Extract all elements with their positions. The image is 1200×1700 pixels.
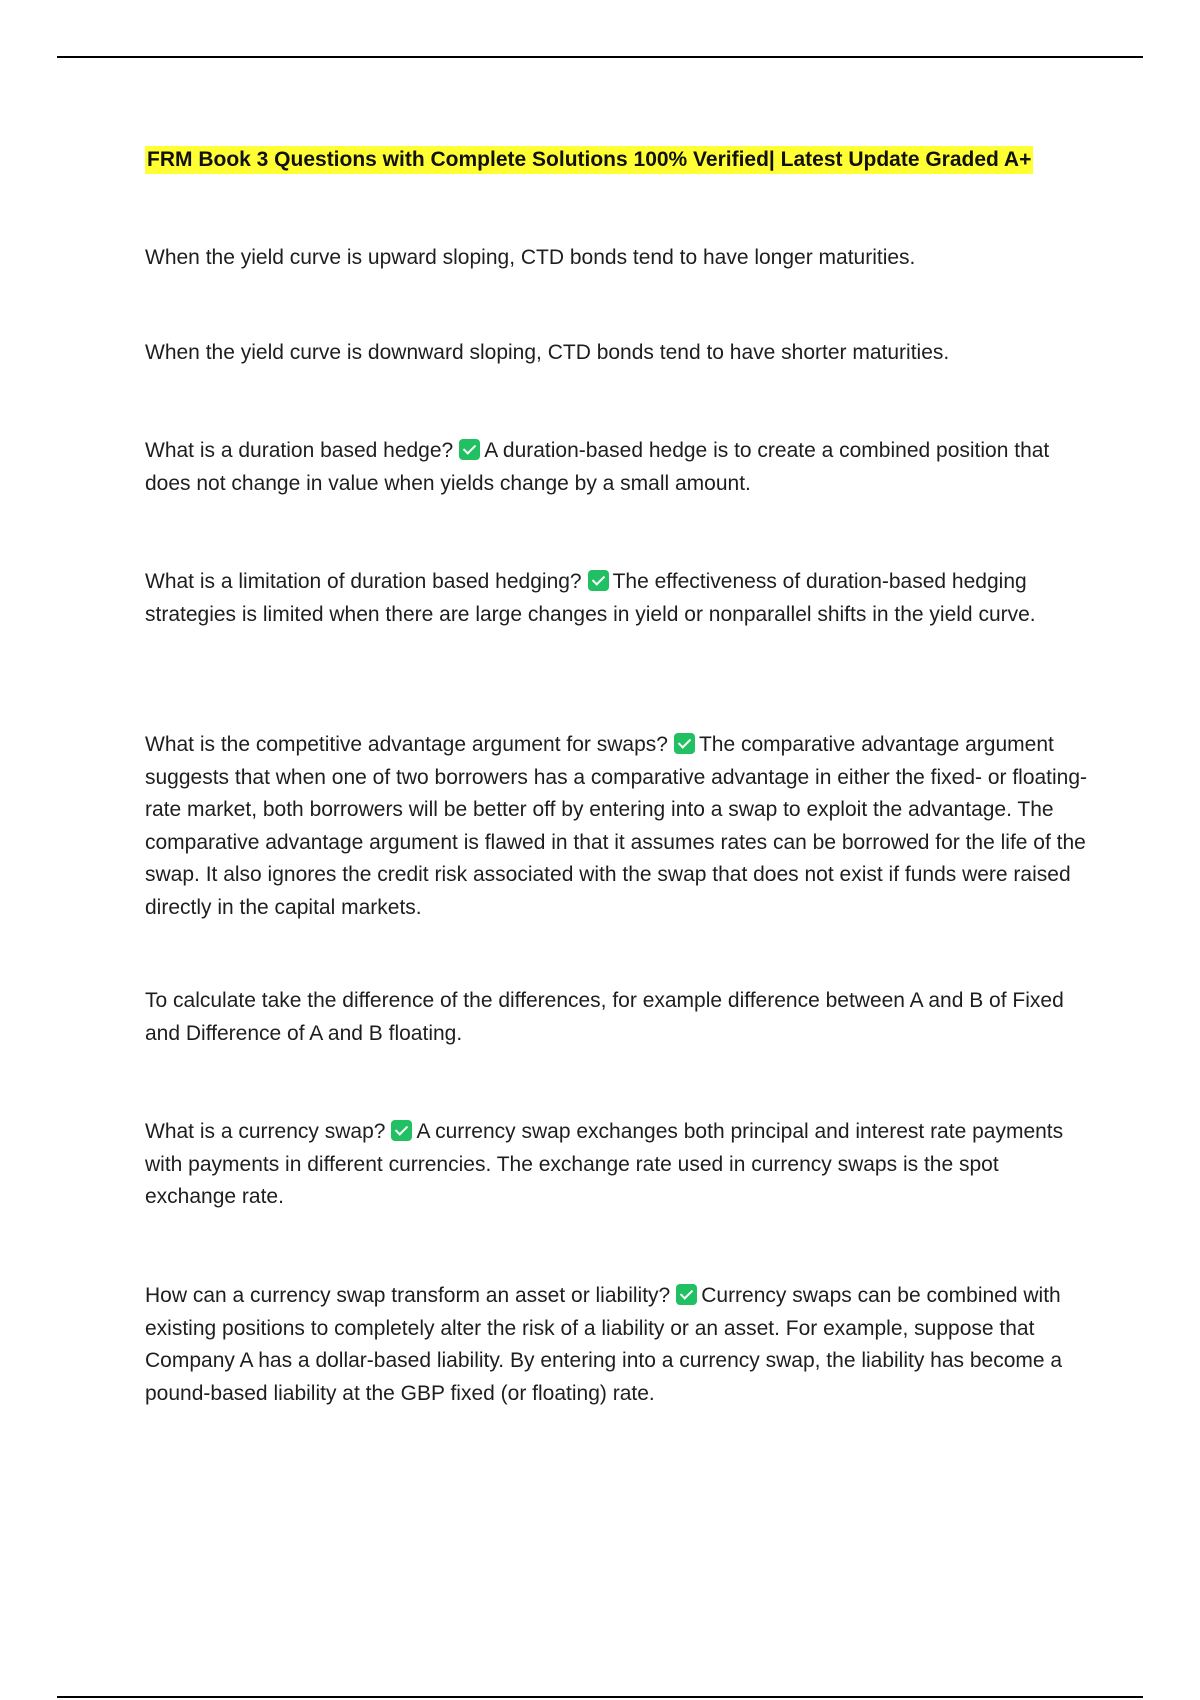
- qa-item: [145, 566, 1095, 631]
- question-text: When the yield curve is downward sloping, CTD bonds tend to have shorter maturities.: [145, 341, 950, 364]
- question-text: What is a duration based hedge?: [145, 439, 454, 462]
- qa-item: [145, 1280, 1095, 1410]
- check-mark-icon: [674, 733, 695, 754]
- answer-text: The effectiveness of duration-based hedging strategies is limited when there are large changes in yield or nonparallel shifts in the yield curve.: [145, 570, 1036, 626]
- answer-text: The comparative advantage argument suggests that when one of two borrowers has a comparative advantage in either the fixed- or floating-rate market, both borrowers will be better off by entering into a swap to exploit the advantage. The comparative advantage argument is flawed in that it assumes rates can be borrowed for the life of the swap. It also ignores the credit risk associated with the swap that does not exist if funds were raised directly in the capital markets.: [145, 733, 1088, 919]
- qa-item: [145, 985, 1095, 1050]
- qa-item: [145, 729, 1095, 924]
- question-text: What is the competitive advantage argument for swaps?: [145, 733, 668, 756]
- document-title: FRM Book 3 Questions with Complete Solutions 100% Verified| Latest Update Graded A+: [145, 146, 1033, 174]
- qa-item: [145, 337, 1095, 370]
- question-text: To calculate take the difference of the differences, for example difference between A and B of Fixed and Difference of A and B floating.: [145, 989, 1064, 1045]
- answer-text: A duration-based hedge is to create a combined position that does not change in value when yields change by a small amount.: [145, 439, 1050, 495]
- qa-item: [145, 242, 1095, 275]
- check-mark-icon: [391, 1120, 412, 1141]
- answer-text: A currency swap exchanges both principal and interest rate payments with payments in different currencies. The exchange rate used in currency swaps is the spot exchange rate.: [145, 1120, 1064, 1208]
- check-mark-icon: [588, 570, 609, 591]
- qa-item: [145, 1116, 1095, 1214]
- question-text: How can a currency swap transform an asset or liability?: [145, 1284, 671, 1307]
- header-rule: [57, 56, 1143, 58]
- question-text: What is a currency swap?: [145, 1120, 386, 1143]
- answer-text: Currency swaps can be combined with existing positions to completely alter the risk of a liability or an asset. For example, suppose that Company A has a dollar-based liability. By entering into a currency swap, the liability has become a pound-based liability at the GBP fixed (or floating) rate.: [145, 1284, 1063, 1405]
- question-text: When the yield curve is upward sloping, CTD bonds tend to have longer maturities.: [145, 246, 916, 269]
- qa-item: [145, 435, 1095, 500]
- check-mark-icon: [676, 1284, 697, 1305]
- check-mark-icon: [459, 439, 480, 460]
- footer-rule: [57, 1696, 1143, 1698]
- question-text: What is a limitation of duration based hedging?: [145, 570, 582, 593]
